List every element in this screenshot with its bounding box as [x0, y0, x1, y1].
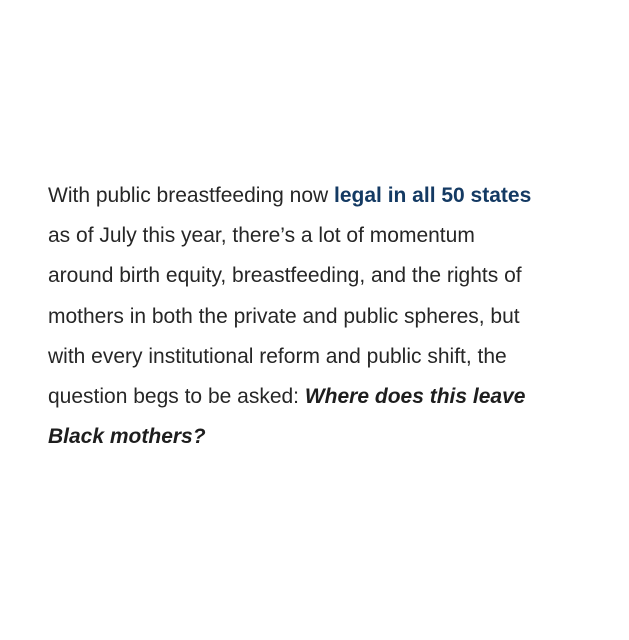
paragraph-text: question begs to be asked:	[48, 385, 305, 409]
paragraph-line-6	[48, 377, 593, 417]
article-paragraph	[48, 176, 593, 457]
legal-in-all-50-states-link[interactable]: legal in all 50 states	[334, 184, 532, 207]
emphasized-question-end: Black mothers?	[48, 425, 206, 449]
paragraph-line-1	[48, 176, 593, 216]
paragraph-line-5: with every institutional reform and public shift, the	[48, 344, 507, 368]
paragraph-line-4: mothers in both the private and public spheres, but	[48, 304, 520, 328]
paragraph-line-3: around birth equity, breastfeeding, and the rights of	[48, 264, 522, 288]
emphasized-question: Where does this leave	[304, 385, 526, 409]
paragraph-line-2: as of July this year, there’s a lot of momentum	[48, 224, 475, 248]
paragraph-text: With public breastfeeding now	[48, 184, 334, 207]
